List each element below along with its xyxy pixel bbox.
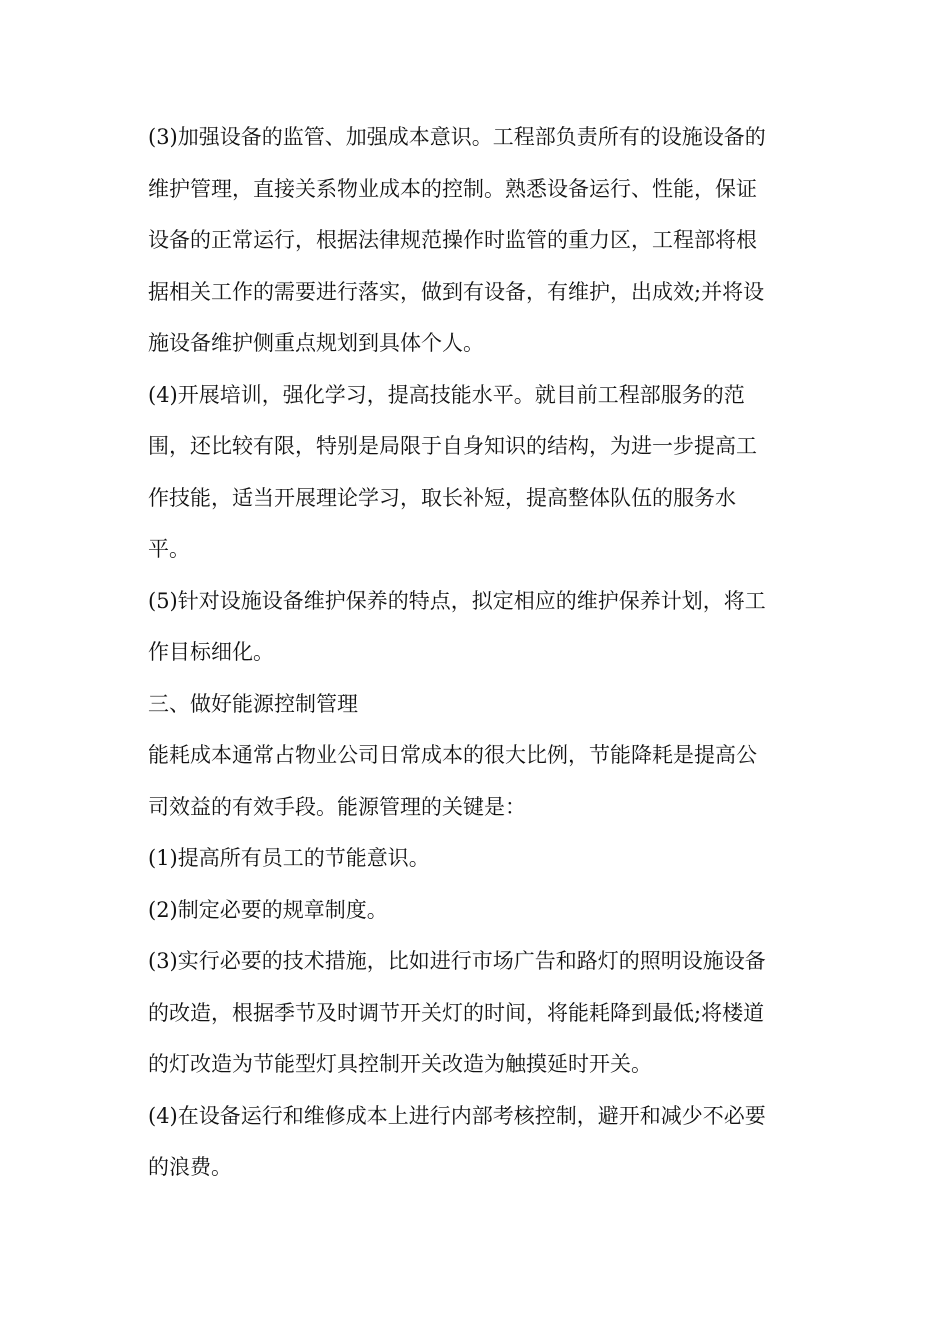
- document-body: [148, 112, 808, 1194]
- list-item-technical-measures: (3)实行必要的技术措施，比如进行市场广告和路灯的照明设施设备 的改造，根据季节及时调节开关灯的时间，将能耗降到最低;将楼道 的灯改造为节能型灯具控制开关改造为触摸延时开关。: [148, 949, 766, 1076]
- paragraph-training: (4)开展培训，强化学习，提高技能水平。就目前工程部服务的范 围，还比较有限，特别是局限于自身知识的结构，为进一步提高工 作技能，适当开展理论学习，取长补短，提高整体队伍的服务水 平。: [148, 382, 757, 561]
- list-item-regulations: (2)制定必要的规章制度。: [148, 897, 388, 922]
- section-heading-energy-control: 三、做好能源控制管理: [148, 691, 358, 716]
- list-item-internal-assessment: (4)在设备运行和维修成本上进行内部考核控制，避开和减少不必要 的浪费。: [148, 1103, 766, 1179]
- paragraph-energy-cost: 能耗成本通常占物业公司日常成本的很大比例，节能降耗是提高公 司效益的有效手段。能源管理的关键是：: [148, 743, 757, 819]
- paragraph-equipment-supervision: (3)加强设备的监管、加强成本意识。工程部负责所有的设施设备的 维护管理，直接关系物业成本的控制。熟悉设备运行、性能，保证 设备的正常运行，根据法律规范操作时监管的重力区，工程部将根 据相关工作的需要进行落实，做到有设备，有维护，出成效;并将设 施设备维护侧重点规划到具体个人。: [148, 125, 766, 355]
- list-item-awareness: (1)提高所有员工的节能意识。: [148, 846, 430, 870]
- paragraph-maintenance-plan: (5)针对设施设备维护保养的特点，拟定相应的维护保养计划，将工 作目标细化。: [148, 588, 766, 664]
